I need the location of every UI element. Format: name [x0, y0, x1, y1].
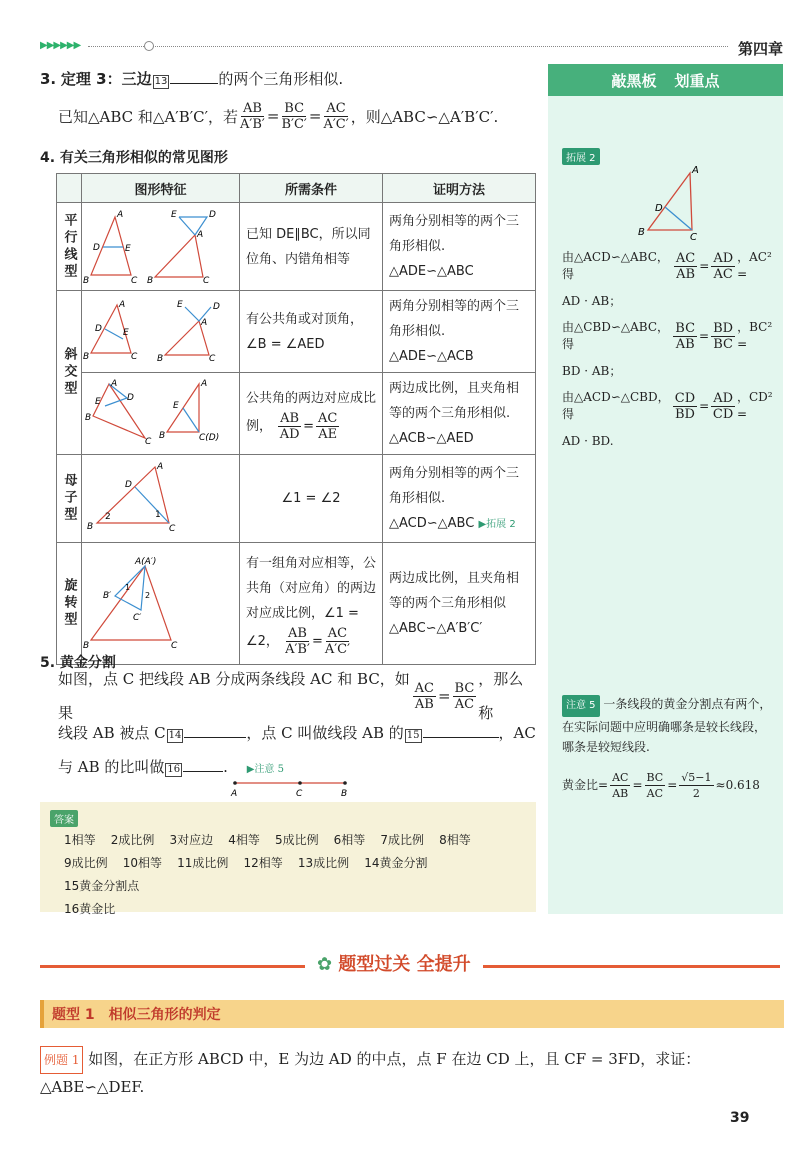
ext-text: BD · AB；: [562, 364, 622, 378]
frac-n: AC: [414, 680, 434, 696]
ext-text: AD · AB；: [562, 294, 622, 308]
answer-item: 1相等: [64, 833, 96, 847]
frac-n: AC: [326, 100, 346, 116]
svg-text:B: B: [159, 430, 166, 441]
s3-num: 3.: [40, 70, 57, 88]
svg-text:B: B: [83, 351, 90, 361]
frac-d: A′B′: [285, 641, 310, 657]
extension-tag-label: 拓展 2: [562, 148, 600, 165]
col-header-proof: 证明方法: [383, 174, 536, 203]
banner-icon: ✿: [317, 954, 333, 975]
oblique-figure-2: [83, 376, 233, 448]
svg-text:C: C: [169, 523, 176, 534]
ext-frac: AC: [713, 266, 733, 282]
frac-d: B′C′: [281, 116, 307, 132]
rotation-figure: [83, 552, 233, 652]
ext-text: 由△ACD∽△ABC，得: [562, 250, 669, 281]
proof-oblique-1: 两角分别相等的两个三角形相似. △ADE∽△ACB: [383, 291, 536, 373]
answers-box: [40, 802, 536, 916]
blank-box: 16: [167, 764, 181, 775]
svg-text:A: A: [157, 461, 164, 472]
col-header-feature: 图形特征: [82, 174, 240, 203]
svg-text:D: D: [213, 301, 220, 312]
ext-text: ，BC² =: [737, 320, 773, 351]
svg-text:D: D: [95, 323, 102, 334]
page-number: 39: [730, 1110, 750, 1126]
svg-text:D: D: [209, 209, 216, 220]
s3-title: 定理 3：三边: [60, 70, 152, 88]
frac-n: AC: [318, 410, 338, 426]
blank-line: [170, 83, 218, 84]
theorem-3: [40, 68, 343, 89]
frac-d: A′C′: [323, 116, 349, 132]
side-panel-header: [548, 64, 783, 96]
s5-line1a: 如图，点 C 把线段 AB 分成两条线段 AC 和 BC，如果: [58, 670, 410, 722]
svg-text:E: E: [173, 400, 179, 411]
frac-n: AB: [242, 100, 262, 116]
banner-text: 题型过关 全提升: [338, 954, 471, 975]
golden-ratio: 黄金比= $\frac{AC}{AB}$ = $\frac{BC}{AC}$ = $\frac{√5-1}{2}$ ≈0.618: [562, 771, 760, 800]
side-title-right: 划重点: [674, 71, 720, 90]
point-b: B: [341, 789, 348, 799]
answers-label: 答案: [50, 810, 78, 827]
answers-header: [40, 802, 536, 827]
s3-cond-a: 已知△ABC 和△A′B′C′，若: [58, 107, 239, 126]
row-label-oblique: 斜交型: [57, 291, 82, 455]
extension-tag: [562, 146, 600, 165]
frac-d: AC: [454, 696, 475, 712]
header-dot: [144, 41, 154, 51]
point-a: A: [231, 789, 238, 799]
answer-item: 6相等: [333, 833, 366, 847]
golden-value: ≈0.618: [715, 778, 760, 793]
frac-n: AC: [327, 625, 348, 641]
svg-text:1: 1: [155, 509, 161, 520]
similar-shapes-table: [56, 173, 536, 665]
svg-text:E: E: [125, 243, 131, 254]
frac-n: BC: [454, 680, 475, 696]
answer-item: 5成比例: [274, 833, 319, 847]
answer-item: 3对应边: [169, 833, 214, 847]
proof-rotation: 两边成比例，且夹角相等的两个三角形相似 △ABC∽△A′B′C′: [383, 543, 536, 665]
type-label: 题型 1: [52, 1007, 95, 1023]
frac-d: A′B′: [240, 116, 265, 132]
svg-text:B: B: [157, 353, 164, 361]
type-title: 相似三角形的判定: [108, 1007, 221, 1023]
answer-item: 14黄金分割: [364, 856, 428, 870]
theorem-3-condition: 已知△ABC 和△A′B′C′，若 $\frac{AB}{A'B'}$ = $\frac{BC}{B'C'}$ = $\frac{AC}{A'C'}$ ，则△ABC∽△A′B′C′.: [58, 100, 499, 132]
golden-frac-n: √5−1: [681, 771, 712, 784]
svg-text:D: D: [655, 203, 663, 214]
answer-item: 7成比例: [380, 833, 425, 847]
ext-frac: AD: [713, 250, 734, 266]
frac-d: AB: [414, 696, 434, 712]
frac-d: AE: [318, 426, 338, 442]
svg-text:C: C: [131, 275, 138, 285]
svg-text:A(A′): A(A′): [135, 556, 157, 567]
side-title-left: 敲黑板: [611, 71, 657, 90]
svg-text:C: C: [209, 353, 216, 361]
row-label-rotation: 旋转型: [57, 543, 82, 665]
ext-frac: AC: [675, 250, 696, 266]
frac-d: AD: [279, 426, 300, 442]
blank-box: 13: [154, 76, 168, 87]
figure-oblique-1: [82, 291, 240, 373]
frac-n: AB: [288, 625, 307, 641]
extension-link[interactable]: ▶拓展 2: [478, 518, 516, 530]
answer-item: 16黄金比: [64, 902, 116, 916]
answer-item: 2成比例: [110, 833, 155, 847]
blank-line: [183, 771, 223, 772]
svg-text:A: A: [692, 165, 699, 176]
answers-list: [40, 827, 536, 923]
svg-text:B: B: [85, 412, 92, 423]
answer-item: 8相等: [439, 833, 471, 847]
blank-line: [184, 737, 246, 738]
mother-child-figure: [83, 459, 233, 535]
example-text: 如图，在正方形 ABCD 中，E 为边 AD 的中点，点 F 在边 CD 上，且 CF = 3FD，求证：△ABE∽△DEF.: [40, 1050, 701, 1096]
golden-frac-n: BC: [646, 771, 664, 784]
svg-text:A: A: [117, 209, 124, 220]
svg-text:D: D: [127, 392, 134, 403]
ext-frac: CD: [674, 390, 696, 406]
svg-text:B: B: [638, 227, 645, 238]
golden-label: 黄金比=: [562, 778, 609, 793]
answer-item: 15黄金分割点: [64, 879, 140, 893]
condition-oblique-2: 公共角的两边对应成比例， $\frac{AB}{AD}$ = $\frac{AC}{AE}$: [240, 373, 383, 455]
proof-mother-child: [383, 455, 536, 543]
note-tag: 注意 5: [562, 695, 600, 717]
example-1: [40, 1046, 780, 1100]
svg-text:E: E: [95, 396, 101, 407]
section-4-title: 4. 有关三角形相似的常见图形: [40, 150, 228, 166]
condition-rotation: 有一组角对应相等，公共角（对应角）的两边对应成比例，∠1 = ∠2， $\frac{AB}{A'B'}$ = $\frac{AC}{A'C'}$: [240, 543, 383, 665]
svg-text:B: B: [87, 521, 94, 532]
svg-text:1: 1: [125, 582, 131, 592]
svg-text:B′: B′: [103, 590, 112, 601]
figure-rotation: [82, 543, 240, 665]
table-corner: [57, 174, 82, 203]
s5-line3b: .: [223, 758, 228, 776]
question-type-bar: [40, 1000, 784, 1028]
svg-text:C: C: [131, 351, 138, 361]
proof-mother-child-text: 两角分别相等的两个三角形相似. △ACD∽△ABC: [389, 465, 520, 531]
row-label-parallel: 平行线型: [57, 203, 82, 291]
frac-d: A′C′: [324, 641, 351, 657]
extension-content: 由△ACD∽△ABC，得 $\frac{AC}{AB}$ = $\frac{AD}{AC}$ ，AC² = AD · AB； 由△CBD∽△ABC，得 $\frac{BC}{AB}$ = $\frac{BD}{BC}$ ，BC² = BD · AB； 由△ACD∽△CBD，得 $\frac{CD}{BD}$ = $\frac{AD}{CD}$ ，CD² = AD · BD.: [562, 248, 782, 458]
note-text: 一条线段的黄金分割点有两个，在实际问题中应明确哪条是较长线段，哪条是较短线段.: [562, 697, 772, 754]
point-c: C: [296, 789, 303, 799]
answer-item: 12相等: [243, 856, 283, 870]
ext-frac: AD: [713, 390, 733, 406]
note-block: [562, 694, 777, 757]
ext-frac: BC: [713, 336, 733, 352]
answer-item: 11成比例: [177, 856, 229, 870]
s3-tail: 的两个三角形相似.: [218, 70, 344, 88]
svg-text:D: D: [93, 242, 100, 253]
ext-text: ，CD² =: [737, 390, 773, 421]
ext-frac: AB: [675, 336, 695, 352]
svg-text:B: B: [147, 275, 154, 285]
ext-frac: BD: [674, 406, 695, 422]
answer-item: 13成比例: [297, 856, 350, 870]
svg-text:A: A: [201, 317, 208, 328]
svg-text:C: C: [171, 640, 178, 651]
s5-line1b: ，那么称: [478, 670, 524, 722]
condition-oblique-2-text: 公共角的两边对应成比例，: [246, 390, 377, 434]
svg-text:E: E: [171, 209, 177, 220]
frac-n: BC: [284, 100, 305, 116]
s5-line2a: 线段 AB 被点 C: [58, 724, 166, 742]
svg-text:B: B: [83, 640, 90, 651]
golden-frac-n: AC: [612, 771, 629, 784]
golden-frac-d: AC: [646, 787, 664, 800]
segment-figure: [225, 778, 355, 800]
section-5-title: 5. 黄金分割: [40, 655, 116, 671]
blank-line: [423, 737, 499, 738]
condition-mother-child: ∠1 = ∠2: [240, 455, 383, 543]
note-link[interactable]: ▶注意 5: [246, 764, 284, 775]
ext-text: AD · BD.: [562, 434, 614, 448]
svg-text:A: A: [119, 299, 126, 310]
svg-text:D: D: [125, 479, 132, 490]
svg-text:C: C: [690, 232, 697, 240]
ext-frac: CD: [712, 406, 734, 422]
section-banner: [305, 950, 483, 976]
svg-text:E: E: [123, 327, 129, 338]
header-rule: [88, 46, 728, 47]
proof-oblique-2: 两边成比例，且夹角相等的两个三角形相似. △ACB∽△AED: [383, 373, 536, 455]
svg-text:C: C: [203, 275, 210, 285]
answer-item: 9成比例: [64, 856, 108, 870]
ext-text: 由△ACD∽△CBD，得: [562, 390, 670, 421]
right-triangle-figure: [630, 165, 720, 240]
s5-line2b: ，点 C 叫做线段 AB 的: [246, 724, 404, 742]
col-header-condition: 所需条件: [240, 174, 383, 203]
s5-line3a: 与 AB 的比叫做: [58, 758, 165, 776]
figure-parallel: [82, 203, 240, 291]
svg-text:A: A: [111, 378, 118, 389]
golden-section-text: 如图，点 C 把线段 AB 分成两条线段 AC 和 BC，如果 $\frac{AC}{AB}$ = $\frac{BC}{AC}$ ，那么称 线段 AB 被点 C 14 ，点 C 叫做线段 AB 的 15 ，AC 与 AB 的比叫做 16 . ▶注意 5: [58, 676, 536, 787]
condition-rotation-text: 有一组角对应相等，公共角（对应角）的两边对应成比例，∠1 = ∠2，: [246, 555, 377, 649]
oblique-figure-1: [83, 299, 233, 361]
example-tag: 例题 1: [40, 1046, 83, 1074]
chapter-title: 第四章: [738, 40, 784, 58]
svg-text:C: C: [145, 436, 152, 447]
ext-frac: BC: [675, 320, 696, 336]
condition-oblique-1: 有公共角或对顶角，∠B = ∠AED: [240, 291, 383, 373]
blank-box: 15: [406, 730, 420, 741]
figure-oblique-2: [82, 373, 240, 455]
svg-text:A: A: [201, 378, 208, 389]
svg-text:2: 2: [145, 590, 151, 600]
ext-frac: AB: [676, 266, 696, 282]
svg-text:C′: C′: [133, 612, 142, 623]
svg-text:2: 2: [105, 511, 111, 522]
svg-text:A: A: [197, 229, 204, 240]
answer-item: 10相等: [122, 856, 163, 870]
proof-parallel: 两角分别相等的两个三角形相似. △ADE∽△ABC: [383, 203, 536, 291]
svg-text:C(D): C(D): [199, 432, 220, 443]
golden-frac-d: 2: [692, 787, 700, 800]
frac-n: AB: [280, 410, 300, 426]
figure-mother-child: [82, 455, 240, 543]
s3-cond-b: ，则△ABC∽△A′B′C′.: [350, 107, 499, 126]
condition-parallel: 已知 DE∥BC，所以同位角、内错角相等: [240, 203, 383, 291]
s5-line2c: ，AC: [498, 724, 536, 742]
header-arrows: ▶▶▶▶▶▶: [40, 40, 81, 51]
row-label-mother-child: 母子型: [57, 455, 82, 543]
ext-text: ，AC² =: [737, 250, 772, 281]
answer-item: 4相等: [228, 833, 260, 847]
blank-box: 14: [168, 730, 182, 741]
ext-text: 由△CBD∽△ABC，得: [562, 320, 670, 351]
parallel-figure: [83, 205, 233, 285]
golden-frac-d: AB: [612, 787, 629, 800]
ext-frac: BD: [713, 320, 734, 336]
svg-text:B: B: [83, 275, 90, 285]
svg-text:E: E: [177, 299, 183, 310]
